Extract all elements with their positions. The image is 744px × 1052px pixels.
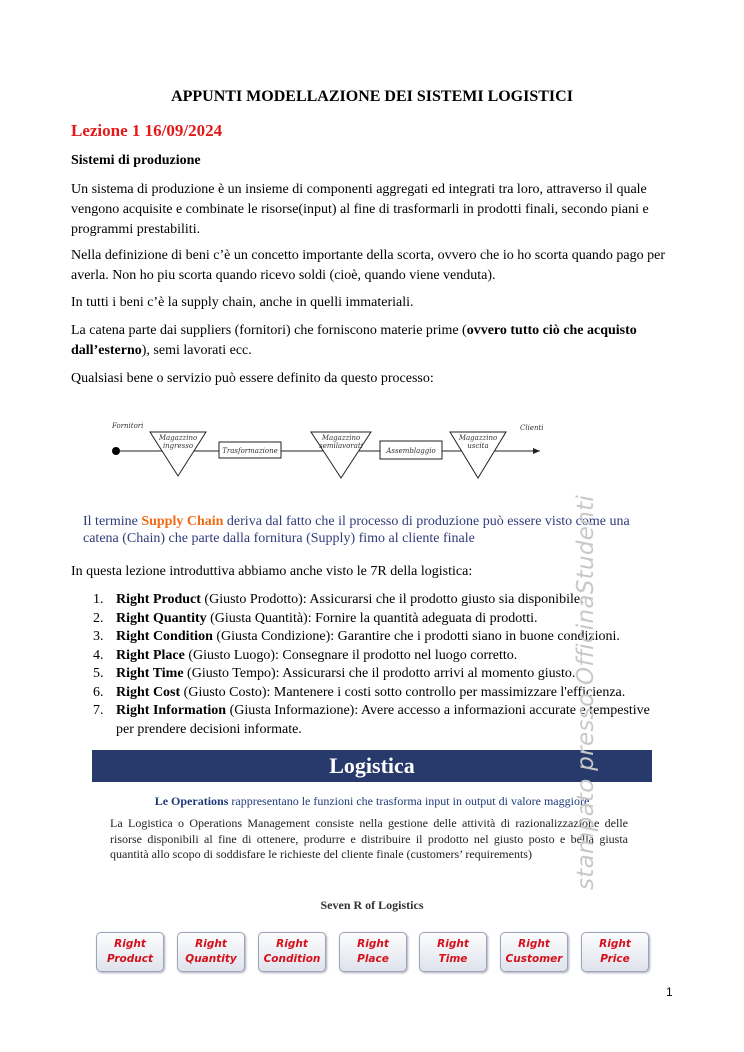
paragraph-3: In tutti i beni c’è la supply chain, anche in quelli immateriali. bbox=[71, 295, 414, 310]
list-item-term: Right Information bbox=[116, 703, 227, 718]
start-node bbox=[112, 447, 120, 455]
seven-r-button: Right Product bbox=[96, 932, 164, 972]
caption-after: deriva dal fatto che il processo di produzione può essere visto come una catena (Chain) che parte dalla fornitura (Supply) fimo al cliente finale bbox=[83, 514, 630, 546]
watermark: stampato presso OfficinaStudenti bbox=[573, 494, 599, 890]
label-magazzino-semi-2: semilavorati bbox=[319, 442, 363, 450]
logistica-slide-title: Logistica bbox=[92, 750, 652, 782]
label-magazzino-ingresso-2: ingresso bbox=[162, 442, 194, 450]
list-item-text: (Giusto Luogo): Consegnare il prodotto nel luogo corretto. bbox=[184, 647, 518, 663]
document-title: APPUNTI MODELLAZIONE DEI SISTEMI LOGISTICI bbox=[171, 88, 573, 105]
seven-r-button: Right Quantity bbox=[177, 932, 245, 972]
label-magazzino-uscita-1: Magazzino bbox=[458, 434, 498, 442]
seven-r-button: Right Place bbox=[339, 932, 407, 972]
list-item-term: Right Product bbox=[116, 592, 201, 607]
end-arrow bbox=[533, 448, 540, 454]
operations-rest: rappresentano le funzioni che trasforma input in output di valore maggiore bbox=[228, 794, 590, 808]
list-item-text: (Giusto Costo): Mantenere i costi sotto controllo per massimizzare l'efficienza. bbox=[180, 684, 626, 700]
list-item-text: (Giusto Tempo): Assicurarsi che il prodotto arrivi al momento giusto. bbox=[183, 666, 576, 681]
list-item-number: 5. bbox=[93, 666, 104, 681]
list-item-number: 6. bbox=[93, 684, 104, 700]
list-item-number: 3. bbox=[93, 629, 104, 644]
list-item-text: (Giusta Quantità): Fornire la quantità adeguata di prodotti. bbox=[206, 610, 538, 626]
paragraph-2: Nella definizione di beni c’è un concetto importante della scorta, ovvero che io ho scorta quando pago per averla. Non ho piu scorta quando ricevo soldi (cioè, quando viene venduta). bbox=[71, 248, 666, 283]
label-magazzino-ingresso-1: Magazzino bbox=[158, 434, 198, 442]
label-clienti: Clienti bbox=[520, 424, 544, 432]
list-item-number: 2. bbox=[93, 610, 104, 626]
label-magazzino-semi-1: Magazzino bbox=[321, 434, 361, 442]
section-heading: Sistemi di produzione bbox=[71, 153, 201, 168]
paragraph-4 bbox=[71, 321, 671, 361]
list-item-number: 1. bbox=[93, 592, 104, 607]
logistica-definition: La Logistica o Operations Management consiste nella gestione delle attività di razionalizzazione delle risorse disponibili al fine di ottenere, produrre e distribuire il prodotto nel giusto posto e bella giusta quantità allo scopo di soddisfare le richieste del cliente finale (customers’ requirements) bbox=[110, 816, 628, 861]
supply-chain-process-diagram bbox=[108, 412, 548, 487]
label-fornitori: Fornitori bbox=[112, 422, 144, 430]
list-item-text: (Giusta Informazione): Avere accesso a informazioni accurate e tempestive per prendere decisioni informate. bbox=[116, 703, 650, 737]
paragraph-4-bold: ovvero tutto ciò che acquisto dall’esterno bbox=[71, 323, 637, 358]
list-item-text: (Giusto Prodotto): Assicurarsi che il prodotto giusto sia disponibile. bbox=[200, 592, 584, 607]
list-item-term: Right Place bbox=[116, 647, 185, 663]
list-item-term: Right Quantity bbox=[116, 610, 207, 626]
supply-chain-caption bbox=[83, 513, 643, 547]
paragraph-6: In questa lezione introduttiva abbiamo anche visto le 7R della logistica: bbox=[71, 564, 473, 579]
seven-r-button: Right Condition bbox=[258, 932, 326, 972]
paragraph-5: Qualsiasi bene o servizio può essere definito da questo processo: bbox=[71, 371, 434, 386]
seven-r-button: Right Customer bbox=[500, 932, 568, 972]
label-magazzino-uscita-2: uscita bbox=[467, 442, 489, 450]
page-number: 1 bbox=[666, 985, 673, 999]
list-item-text: (Giusta Condizione): Garantire che i prodotti siano in buone condizioni. bbox=[212, 629, 620, 644]
label-trasformazione: Trasformazione bbox=[222, 447, 278, 455]
operations-bold: Le Operations bbox=[154, 794, 229, 808]
paragraph-1: Un sistema di produzione è un insieme di componenti aggregati ed integrati tra loro, attraverso il quale vengono acquisite e combinate le risorse(input) al fine di trasformarli in prodotti finali, secondo piani e programmi prestabiliti. bbox=[71, 182, 649, 237]
label-assemblaggio: Assemblaggio bbox=[386, 447, 436, 455]
list-item-term: Right Cost bbox=[116, 684, 181, 700]
seven-r-button: Right Time bbox=[419, 932, 487, 972]
lesson-heading: Lezione 1 16/09/2024 bbox=[71, 121, 223, 140]
caption-highlight: Supply Chain bbox=[141, 514, 224, 529]
paragraph-4-start: La catena parte dai suppliers (fornitori) che forniscono materie prime ( bbox=[71, 323, 467, 338]
seven-r-button: Right Price bbox=[581, 932, 649, 972]
list-item-number: 4. bbox=[93, 647, 104, 663]
paragraph-4-end: ), semi lavorati ecc. bbox=[141, 343, 252, 358]
list-item-term: Right Time bbox=[116, 666, 184, 681]
operations-statement bbox=[92, 794, 652, 809]
list-item-term: Right Condition bbox=[116, 629, 213, 644]
list-item-number: 7. bbox=[93, 703, 104, 718]
seven-r-title: Seven R of Logistics bbox=[320, 898, 424, 912]
caption-before: Il termine bbox=[83, 514, 142, 529]
